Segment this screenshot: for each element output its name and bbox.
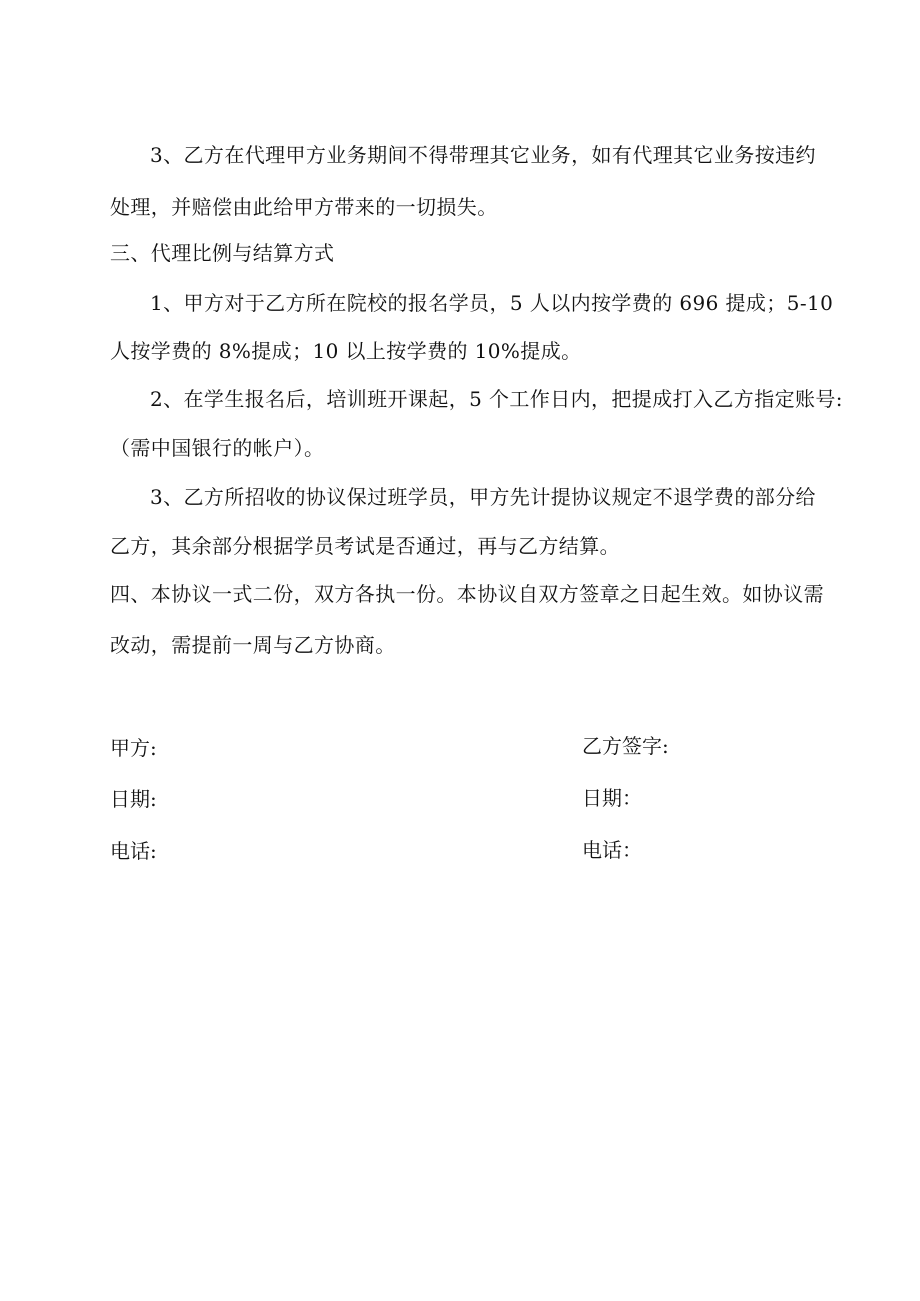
clause-3-line-1: 3、乙方在代理甲方业务期间不得带理其它业务，如有代理其它业务按违约: [150, 143, 816, 167]
party-a-date-label: 日期:: [110, 787, 157, 811]
party-a-phone-label: 电话:: [110, 839, 157, 863]
section-4-line-1: 四、本协议一式二份，双方各执一份。本协议自双方签章之日起生效。如协议需: [110, 582, 824, 606]
rate-clause-2-line-2: （需中国银行的帐户）。: [110, 436, 325, 460]
section-4-line-2: 改动，需提前一周与乙方协商。: [110, 633, 396, 657]
rate-clause-3-line-2: 乙方，其余部分根据学员考试是否通过，再与乙方结算。: [110, 534, 620, 558]
party-b-label: 乙方签字:: [582, 734, 669, 758]
party-b-date-label: 日期：: [582, 786, 642, 810]
clause-3-line-2: 处理，并赔偿由此给甲方带来的一切损失。: [110, 195, 498, 219]
party-a-label: 甲方:: [110, 736, 157, 760]
rate-clause-2-line-1: 2、在学生报名后，培训班开课起，5 个工作日内，把提成打入乙方指定账号:: [150, 387, 843, 411]
rate-clause-1-line-2: 人按学费的 8%提成；10 以上按学费的 10%提成。: [110, 339, 582, 363]
rate-clause-3-line-1: 3、乙方所招收的协议保过班学员，甲方先计提协议规定不退学费的部分给: [150, 485, 816, 509]
party-b-phone-label: 电话：: [582, 838, 642, 862]
section-heading-3: 三、代理比例与结算方式: [110, 241, 335, 265]
rate-clause-1-line-1: 1、甲方对于乙方所在院校的报名学员，5 人以内按学费的 696 提成；5-10: [150, 291, 834, 315]
